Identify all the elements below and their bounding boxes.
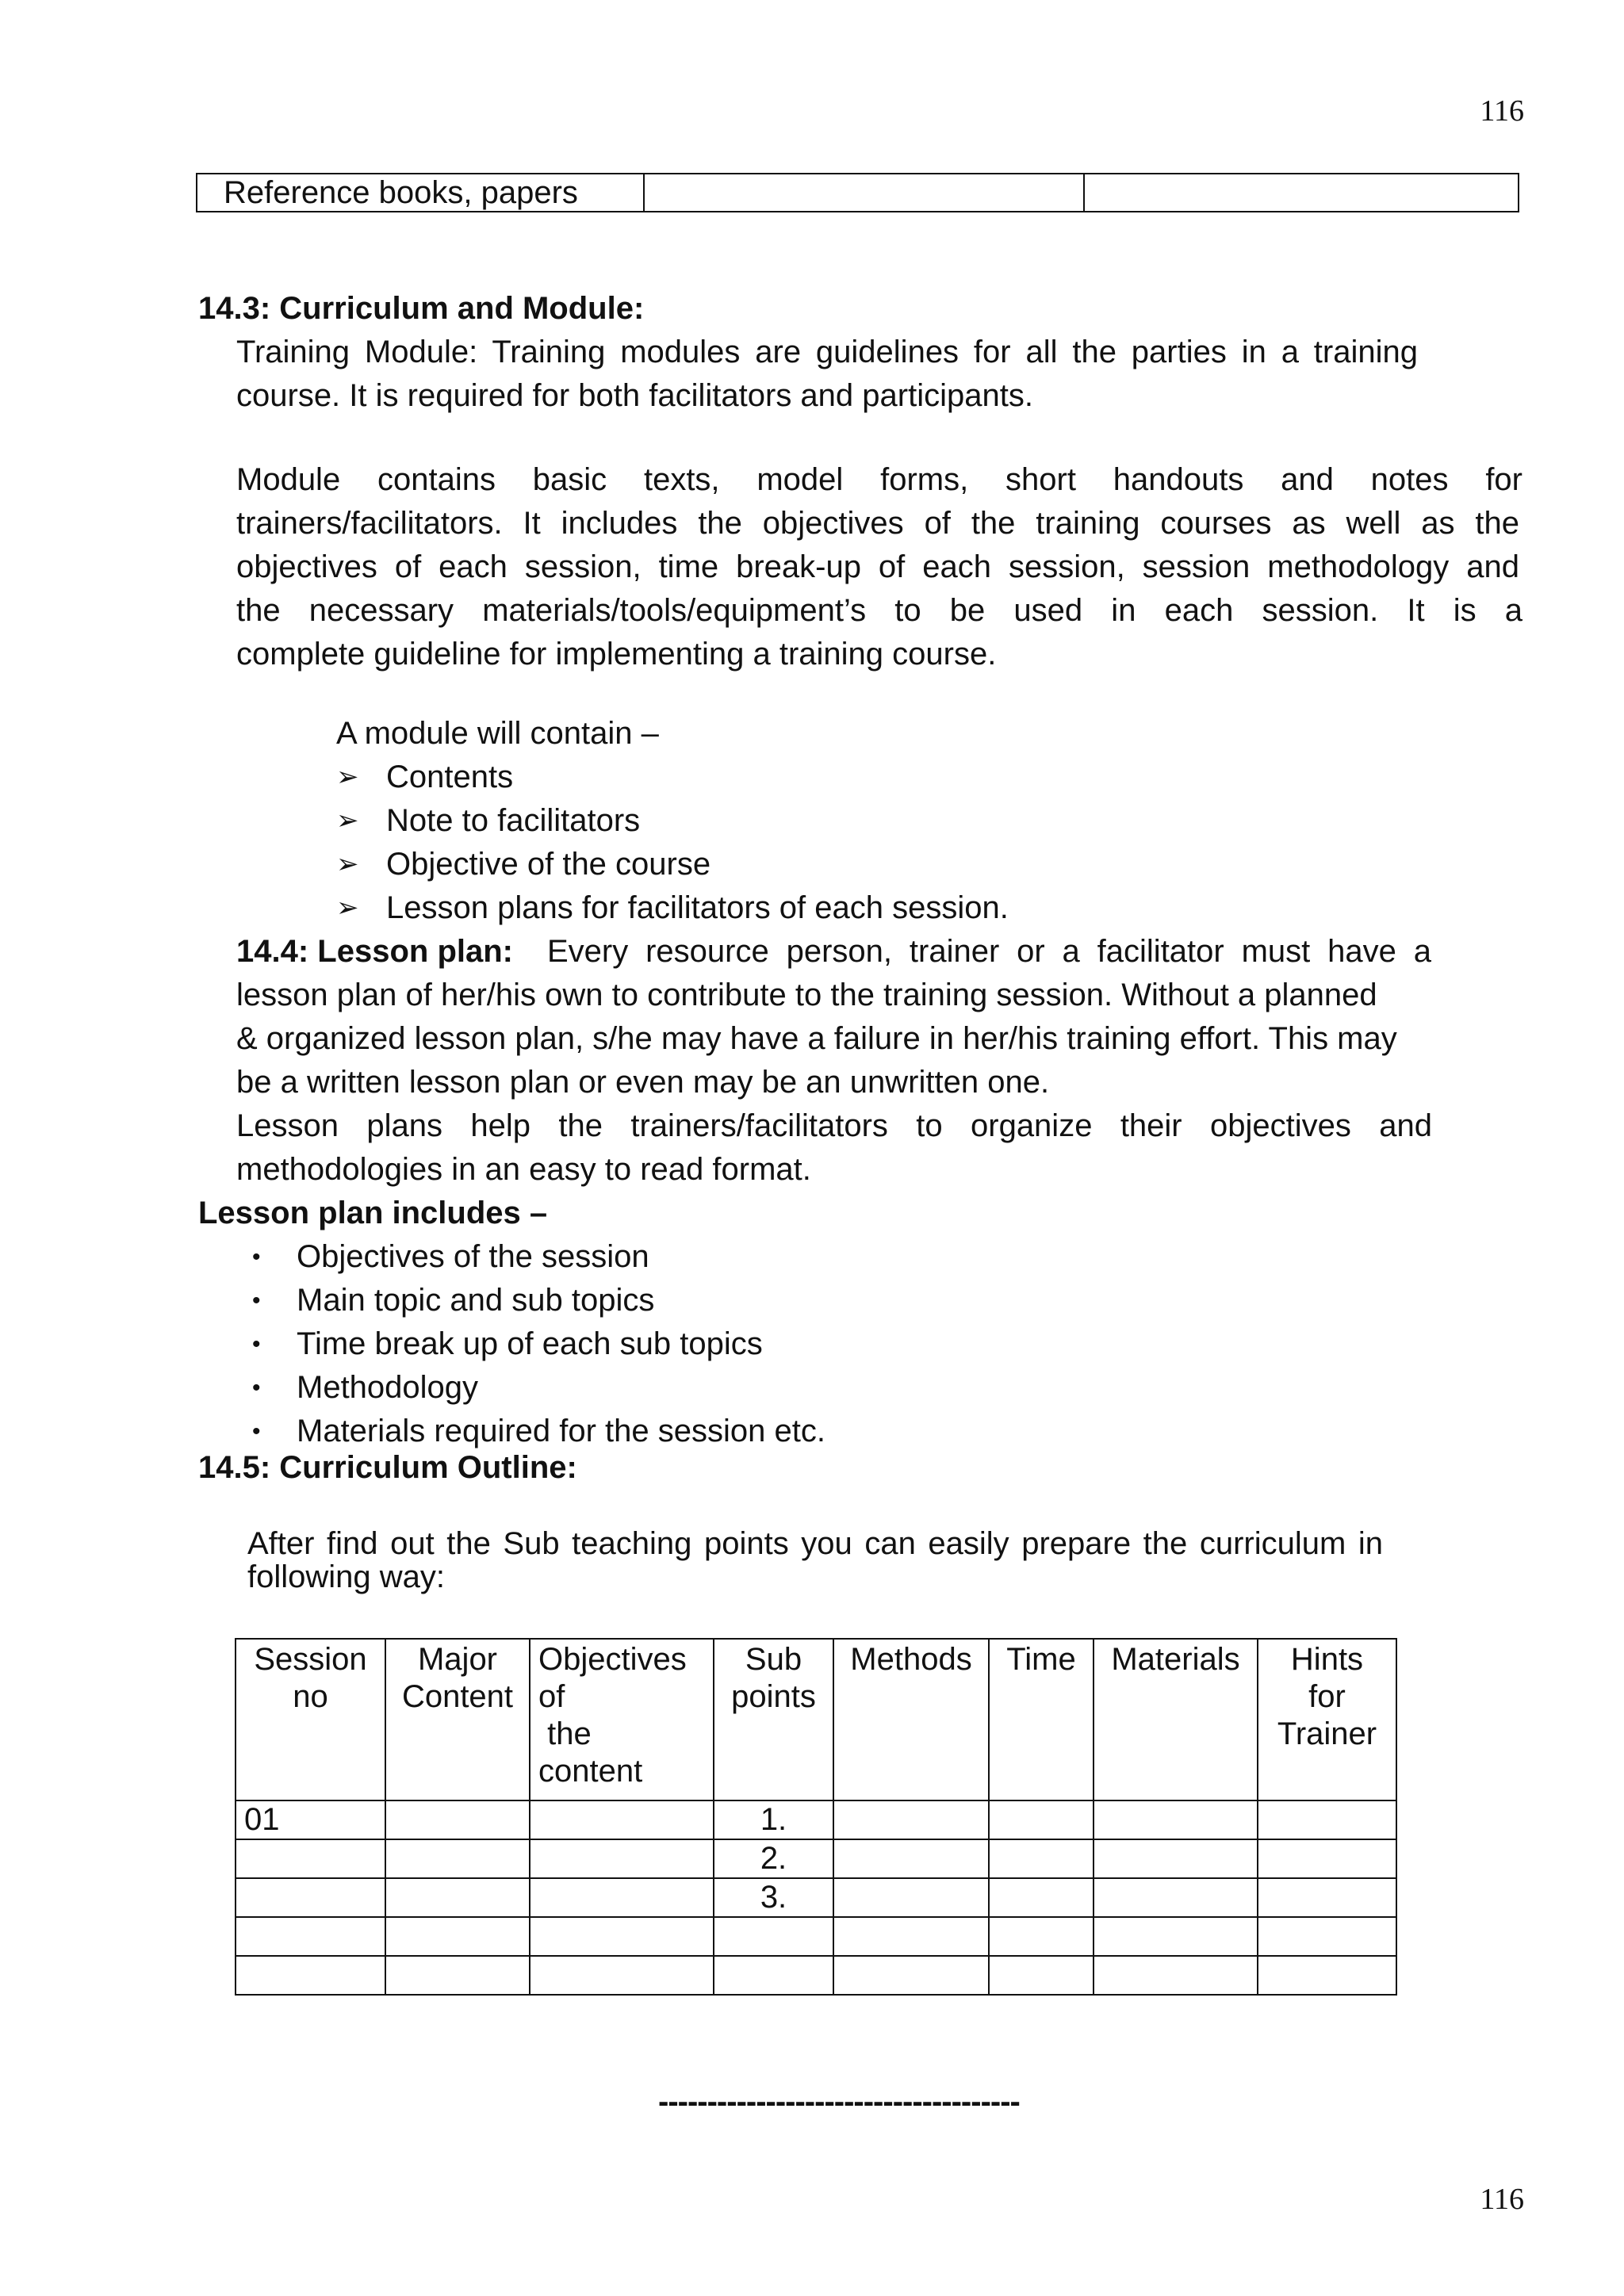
cell-empty [385,1917,530,1956]
cell-session [236,1839,385,1878]
cell-empty [385,1956,530,1995]
module-item: Note to facilitators [386,803,641,838]
arrow-bullet-icon: ➢ [336,762,359,792]
cell-empty [1094,1917,1258,1956]
paragraph-line: objectives of each session, time break-up of each session, session methodology and [236,549,1519,584]
table-row [236,1917,1396,1956]
paragraph-line: course. It is required for both facilitators and participants. [236,378,1033,413]
cell-sub-point: 3. [714,1878,833,1917]
header-materials: Materials [1094,1639,1258,1800]
cell-empty [833,1878,989,1917]
cell-empty [989,1878,1094,1917]
cell-empty [385,1839,530,1878]
paragraph-line: following way: [247,1559,446,1594]
header-objectives: Objectives of the content [530,1639,714,1800]
cell-empty [530,1956,714,1995]
cell-empty [833,1800,989,1839]
paragraph-line: After find out the Sub teaching points you can easily prepare the curriculum in [247,1526,1383,1561]
header-time: Time [989,1639,1094,1800]
cell-empty [1258,1839,1396,1878]
table-header-row [236,1639,1396,1800]
curriculum-outline-table [235,1638,1397,1996]
cell-empty [530,1800,714,1839]
reference-cell-empty [645,174,1085,211]
arrow-bullet-icon: ➢ [336,893,359,923]
paragraph-line: Training Module: Training modules are guidelines for all the parties in a training [236,335,1418,369]
section-14-4-heading: 14.4: Lesson plan: [236,934,513,969]
paragraph-line: complete guideline for implementing a training course. [236,637,997,672]
dot-bullet-icon: • [252,1375,261,1401]
reference-row-label: Reference books, papers [197,174,645,211]
table-row [236,1878,1396,1917]
arrow-bullet-icon: ➢ [336,806,359,836]
cell-empty [1094,1878,1258,1917]
module-item: Objective of the course [386,847,711,882]
cell-session [236,1878,385,1917]
dot-bullet-icon: • [252,1331,261,1357]
dot-bullet-icon: • [252,1244,261,1270]
paragraph-line: trainers/facilitators. It includes the objectives of the training courses as well as the [236,506,1519,541]
cell-sub-point [714,1956,833,1995]
cell-sub-point: 1. [714,1800,833,1839]
cell-empty [833,1839,989,1878]
header-major-content: Major Content [385,1639,530,1800]
module-intro: A module will contain – [336,716,659,751]
cell-empty [989,1917,1094,1956]
header-methods: Methods [833,1639,989,1800]
includes-item: Materials required for the session etc. [297,1414,825,1448]
paragraph-line: Every resource person, trainer or a facilitator must have a [547,934,1431,969]
paragraph-line: the necessary materials/tools/equipment’s to be used in each session. It is a [236,593,1522,628]
cell-empty [1258,1800,1396,1839]
cell-empty [1094,1956,1258,1995]
paragraph-line: Module contains basic texts, model forms, short handouts and notes for [236,462,1522,497]
section-14-3-heading: 14.3: Curriculum and Module: [198,291,645,326]
includes-item: Methodology [297,1370,479,1405]
paragraph-line: & organized lesson plan, s/he may have a failure in her/his training effort. This may [236,1021,1397,1056]
header-hints-for-trainer: Hints for Trainer [1258,1639,1396,1800]
cell-empty [1258,1878,1396,1917]
cell-session [236,1956,385,1995]
module-item: Lesson plans for facilitators of each session. [386,890,1009,925]
paragraph-line: lesson plan of her/his own to contribute to the training session. Without a planned [236,978,1377,1012]
table-row [236,1839,1396,1878]
includes-item: Main topic and sub topics [297,1283,655,1318]
module-item: Contents [386,760,514,794]
cell-empty [385,1878,530,1917]
cell-empty [385,1800,530,1839]
includes-item: Objectives of the session [297,1239,649,1274]
cell-session: 01 [236,1800,385,1839]
cell-empty [1094,1800,1258,1839]
cell-empty [530,1878,714,1917]
cell-sub-point: 2. [714,1839,833,1878]
paragraph-line: be a written lesson plan or even may be an unwritten one. [236,1065,1050,1100]
separator-line: ------------------------------------- [658,2084,1020,2119]
dot-bullet-icon: • [252,1418,261,1445]
cell-empty [530,1917,714,1956]
table-row [236,1800,1396,1839]
paragraph-line: Lesson plans help the trainers/facilitators to organize their objectives and [236,1108,1432,1143]
cell-empty [989,1839,1094,1878]
cell-empty [1258,1917,1396,1956]
arrow-bullet-icon: ➢ [336,849,359,879]
header-sub-points: Sub points [714,1639,833,1800]
page-number-bottom: 116 [1480,2183,1524,2216]
reference-cell-empty [1085,174,1518,211]
cell-empty [833,1956,989,1995]
cell-empty [833,1917,989,1956]
table-row [236,1956,1396,1995]
dot-bullet-icon: • [252,1288,261,1314]
cell-sub-point [714,1917,833,1956]
cell-empty [989,1956,1094,1995]
reference-table [196,173,1519,212]
cell-empty [989,1800,1094,1839]
header-session-no: Session no [236,1639,385,1800]
cell-empty [1258,1956,1396,1995]
includes-item: Time break up of each sub topics [297,1326,763,1361]
cell-empty [1094,1839,1258,1878]
page-number-top: 116 [1480,94,1524,128]
lesson-plan-includes-heading: Lesson plan includes – [198,1196,548,1230]
paragraph-line: methodologies in an easy to read format. [236,1152,811,1187]
section-14-5-heading: 14.5: Curriculum Outline: [198,1450,577,1485]
cell-empty [530,1839,714,1878]
cell-session [236,1917,385,1956]
